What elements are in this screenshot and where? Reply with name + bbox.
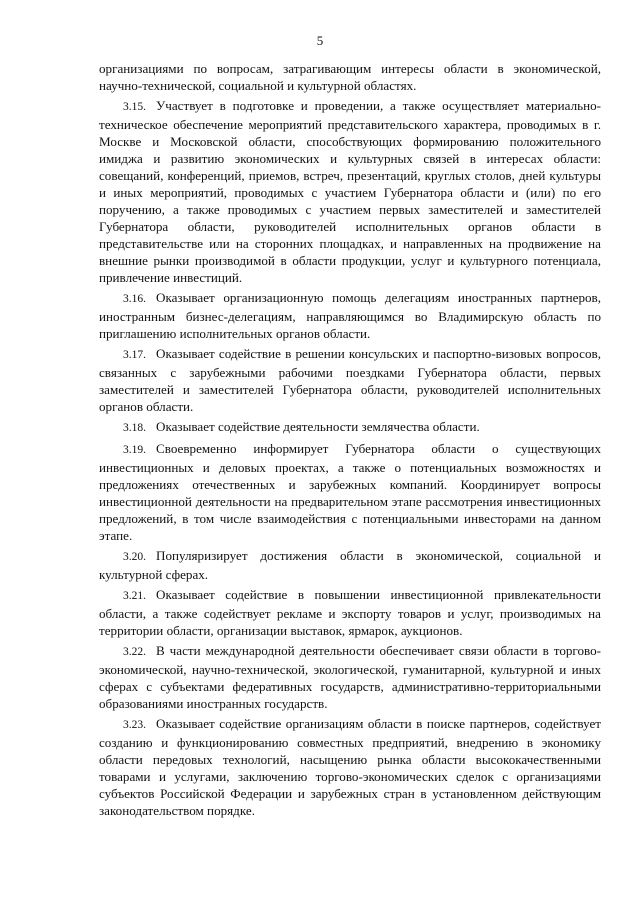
paragraph-3-18 <box>99 418 601 437</box>
paragraph-3-23 <box>99 715 601 819</box>
paragraph-number: 3.23. <box>123 719 146 731</box>
paragraph-text: Популяризирует достижения области в экономической, социальной и культурной сферах. <box>99 548 601 582</box>
paragraph-text: Оказывает содействие в повышении инвестиционной привлекательности области, а также содействует рекламе и экспорту товаров и услуг, производимых на территории области, организации выставок, ярмарок, аукционов. <box>99 587 601 638</box>
paragraph-number: 3.18. <box>123 422 146 434</box>
page-number: 5 <box>316 33 324 48</box>
paragraph-3-17 <box>99 345 601 415</box>
paragraph-text: Своевременно информирует Губернатора области о существующих инвестиционных и деловых проектах, а также о потенциальных возможностях и предложениях отечественных и зарубежных компаний. Координирует вопросы инвестиционной деятельности на предварительном этапе рассмотрения инвестиционных предложений, в том числе взаимодействия с потенциальными инвесторами на данном этапе. <box>99 441 601 543</box>
paragraph-3-15 <box>99 97 601 286</box>
paragraph-text: Оказывает содействие организациям области в поиске партнеров, содействует созданию и функционированию совместных предприятий, внедрению в экономику области передовых технологий, насыщению рынка области высококачественными товарами и услугами, заключению торгово-экономических сделок с организациями субъектов Российской Федерации и зарубежных стран в установленном действующим законодательством порядке. <box>99 716 601 818</box>
paragraph-3-20 <box>99 547 601 583</box>
paragraph-3-21 <box>99 586 601 639</box>
paragraph-text: В части международной деятельности обеспечивает связи области в торгово-экономической, научно-технической, экологической, гуманитарной, культурной и иных сферах с субъектами федеративных государств, административно-территориальными образованиями иностранных государств. <box>99 643 601 711</box>
paragraph-text: Оказывает организационную помощь делегациям иностранных партнеров, иностранным бизнес-делегациям, направляющимся во Владимирскую область по приглашению исполнительных органов области. <box>99 290 601 341</box>
document-body <box>99 60 601 822</box>
paragraph-number: 3.15. <box>123 101 146 113</box>
paragraph-text: организациями по вопросам, затрагивающим интересы области в экономической, научно-технической, социальной и культурной областях. <box>99 61 601 93</box>
paragraph-number: 3.21. <box>123 590 146 602</box>
paragraph-number: 3.20. <box>123 551 146 563</box>
paragraph-number: 3.16. <box>123 293 146 305</box>
paragraph-number: 3.17. <box>123 349 146 361</box>
paragraph-continuation <box>99 60 601 94</box>
paragraph-3-19 <box>99 440 601 544</box>
paragraph-text: Участвует в подготовке и проведении, а также осуществляет материально-техническое обеспечение мероприятий представительского характера, проводимых в г. Москве и Московской области, способствующих формированию положительного имиджа и развитию экономических и культурных связей в интересах области: совещаний, конференций, приемов, встреч, презентаций, круглых столов, дней культуры и иных мероприятий, проводимых с участием Губернатора области и (или) по его поручению, а также проводимых с участием первых заместителей и заместителей Губернатора области, руководителей исполнительных органов области в представительстве или на сторонних площадках, и направленных на продвижение на внешние рынки производимой в области продукции, услуг и культурного потенциала, привлечение инвестиций. <box>99 98 601 285</box>
paragraph-number: 3.19. <box>123 444 146 456</box>
paragraph-number: 3.22. <box>123 646 146 658</box>
paragraph-3-16 <box>99 289 601 342</box>
paragraph-3-22 <box>99 642 601 712</box>
paragraph-text: Оказывает содействие деятельности землячества области. <box>156 419 480 434</box>
paragraph-text: Оказывает содействие в решении консульских и паспортно-визовых вопросов, связанных с зарубежными рабочими поездками Губернатора области, первых заместителей и заместителей Губернатора области, руководителей исполнительных органов области. <box>99 346 601 414</box>
